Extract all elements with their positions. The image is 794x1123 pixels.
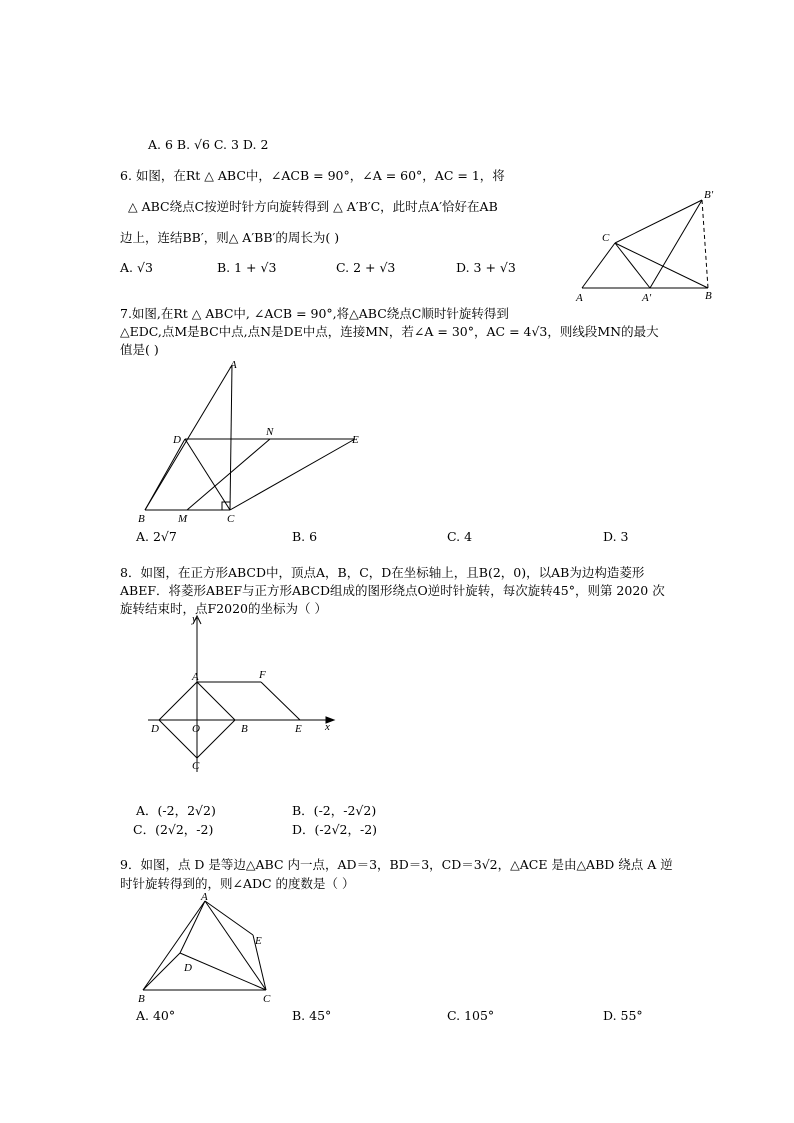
q6-label-b-prime: B′ [704,189,714,201]
q9-stem-line1: 9．如图，点 D 是等边△ABC 内一点，AD＝3，BD＝3，CD＝3√2，△ACE 是由△ABD 绕点 A 逆 [120,857,673,872]
q9-label-c: C [263,993,271,1005]
q6-stem-line1: 6. 如图，在Rt △ ABC中，∠ACB = 90°，∠A = 60°，AC = 1，将 [120,168,505,183]
q8-label-y: y [192,613,197,625]
q8-label-a: A [192,671,199,683]
q6-option-a: A. √3 [120,260,153,275]
q6-option-d: D. 3 + √3 [456,260,516,275]
q7-option-d: D. 3 [603,529,629,544]
q8-label-e: E [295,723,302,735]
q9-label-a: A [201,891,208,903]
q7-label-c: C [227,513,235,525]
q8-stem-line1: 8．如图，在正方形ABCD中，顶点A，B，C，D在坐标轴上，且B(2，0)，以AB为边构造菱形 [120,565,645,580]
q7-stem-line2: △EDC,点M是BC中点,点N是DE中点，连接MN，若∠A = 30°，AC = 4√3，则线段MN的最大 [120,324,659,339]
q7-option-c: C. 4 [447,529,473,544]
q7-stem-line1: 7.如图,在Rt △ ABC中, ∠ACB = 90°,将△ABC绕点C顺时针旋转得到 [120,306,509,321]
q7-label-m: M [178,513,188,525]
q8-option-d: D．(-2√2，-2) [292,822,378,837]
q6-label-b: B [705,290,712,302]
q8-option-c: C．(2√2，-2) [133,822,214,837]
q9-label-d: D [184,962,192,974]
q7-label-d: D [173,434,181,446]
q6-label-a: A [576,292,583,304]
q7-label-b: B [138,513,145,525]
q6-stem-line3: 边上，连结BB′，则△ A′BB′的周长为( ) [120,230,340,245]
q9-option-c: C. 105° [447,1008,495,1023]
q9-stem-line2: 时针旋转得到的，则∠ADC 的度数是（ ） [120,876,355,891]
q9-option-d: D. 55° [603,1008,643,1023]
q9-figure [135,893,285,1008]
q8-option-b: B．(-2，-2√2) [292,803,377,818]
q7-label-e: E [352,434,359,446]
q7-option-b: B. 6 [292,529,318,544]
q6-label-a-prime: A′ [642,292,652,304]
q8-option-a: A．(-2，2√2) [136,803,216,818]
q6-figure [570,180,730,310]
q8-label-b: B [241,723,248,735]
q7-label-n: N [266,426,274,438]
q7-stem-line3: 值是( ) [120,342,159,357]
q7-option-a: A. 2√7 [136,529,177,544]
q8-label-x: x [325,721,330,733]
q5-options: A. 6 B. √6 C. 3 D. 2 [148,137,269,152]
q8-label-d: D [151,723,159,735]
q7-label-a: A [230,359,237,371]
q8-stem-line3: 旋转结束时，点F2020的坐标为（ ） [120,601,327,616]
q8-label-f: F [259,669,266,681]
q6-option-c: C. 2 + √3 [336,260,396,275]
q8-figure [140,612,340,782]
q9-option-b: B. 45° [292,1008,332,1023]
q6-label-c: C [602,232,610,244]
q9-option-a: A. 40° [136,1008,176,1023]
q6-option-b: B. 1 + √3 [217,260,277,275]
q9-label-b: B [138,993,145,1005]
q6-stem-line2: △ ABC绕点C按逆时针方向旋转得到 △ A′B′C，此时点A′恰好在AB [128,199,498,214]
q8-label-c: C [192,760,200,772]
q7-figure [130,355,380,525]
q8-stem-line2: ABEF．将菱形ABEF与正方形ABCD组成的图形绕点O逆时针旋转，每次旋转45°，则第 2020 次 [120,583,665,598]
q8-label-o: O [192,723,200,735]
q9-label-e: E [255,935,262,947]
